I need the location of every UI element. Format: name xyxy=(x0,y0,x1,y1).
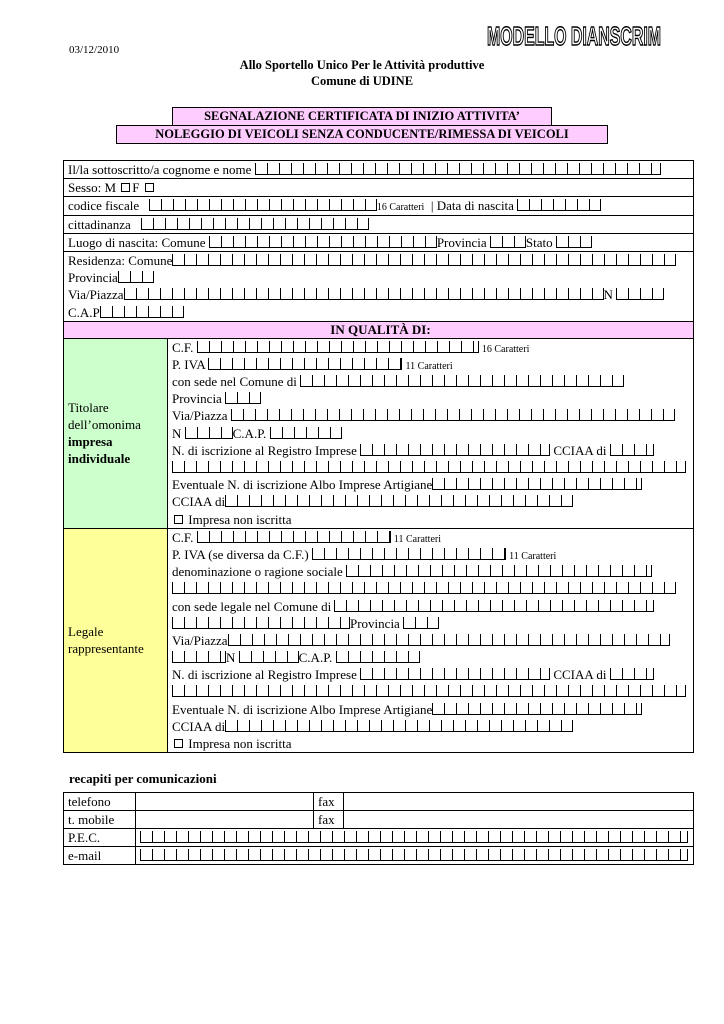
birth-date-input-boxes[interactable] xyxy=(517,199,601,211)
birth-province-label: Provincia xyxy=(436,234,487,250)
sp-province-label: Provincia xyxy=(172,391,222,407)
sp-piva-note: 11 Caratteri xyxy=(405,360,453,372)
lr-not-registered-label: Impresa non iscritta xyxy=(188,736,292,751)
residence-cap-label: C.A.P xyxy=(68,304,100,320)
lr-seat-continued-boxes[interactable] xyxy=(172,617,350,629)
lr-cap-label: C.A.P. xyxy=(298,650,333,666)
residence-label: Residenza: Comune xyxy=(68,252,173,268)
sole-proprietor-role-line-2: dell’omonima xyxy=(68,417,141,433)
sex-f-label: F xyxy=(132,180,140,196)
lr-number-input-boxes[interactable] xyxy=(239,651,299,663)
sp-cciaa-label: CCIAA di xyxy=(553,442,607,458)
sp-number-input-boxes[interactable] xyxy=(185,427,233,439)
lr-cf-note: 11 Caratteri xyxy=(393,533,441,545)
pec-label: P.E.C. xyxy=(64,829,136,847)
sp-artisan-label: Eventuale N. di iscrizione Albo Imprese Artigiane xyxy=(172,477,433,493)
lr-registry-input-boxes[interactable] xyxy=(360,668,550,680)
lr-artisan-label: Eventuale N. di iscrizione Albo Imprese Artigiane xyxy=(172,701,433,717)
document-date: 03/12/2010 xyxy=(69,44,120,56)
fiscal-code-input-boxes[interactable] xyxy=(149,199,377,211)
residence-province-input-boxes[interactable] xyxy=(118,271,154,283)
sp-not-registered-checkbox[interactable] xyxy=(174,515,183,524)
citizenship-label: cittadinanza xyxy=(68,216,131,232)
sp-cciaa2-label: CCIAA di xyxy=(172,494,226,510)
lr-denomination-label: denominazione o ragione sociale xyxy=(172,564,343,580)
sex-row xyxy=(64,179,694,197)
lr-street-continued-boxes[interactable] xyxy=(172,651,226,663)
legal-rep-role-line-1: Legale xyxy=(68,624,104,640)
sp-street-input-boxes[interactable] xyxy=(231,409,675,421)
legal-rep-role-cell xyxy=(64,528,168,752)
residence-cap-input-boxes[interactable] xyxy=(100,306,184,318)
birthplace-row xyxy=(64,233,694,251)
fax2-input[interactable] xyxy=(344,811,694,829)
email-input-boxes[interactable] xyxy=(140,849,688,861)
lr-number-label: N xyxy=(226,650,236,666)
form-title-line-2: NOLEGGIO DI VEICOLI SENZA CONDUCENTE/RIMESSA DI VEICOLI xyxy=(116,125,608,144)
sp-piva-input-boxes[interactable] xyxy=(208,358,402,370)
lr-piva-input-boxes[interactable] xyxy=(312,548,506,560)
phone-input[interactable] xyxy=(136,793,314,811)
sp-registry-input-boxes[interactable] xyxy=(360,444,550,456)
recipient-line-1: Allo Sportello Unico Per le Attività produttive xyxy=(239,58,485,72)
sp-cciaa2-input-boxes[interactable] xyxy=(225,495,573,507)
sp-cciaa-input-boxes[interactable] xyxy=(610,444,654,456)
sp-registry-label: N. di iscrizione al Registro Imprese xyxy=(172,442,357,458)
residence-row xyxy=(64,251,694,321)
name-input-boxes[interactable] xyxy=(255,163,661,175)
birth-province-input-boxes[interactable] xyxy=(490,236,526,248)
sp-street-label: Via/Piazza xyxy=(172,408,228,424)
residence-input-boxes[interactable] xyxy=(172,254,676,266)
phone-label: telefono xyxy=(64,793,136,811)
citizenship-row xyxy=(64,215,694,233)
residence-street-input-boxes[interactable] xyxy=(124,288,604,300)
lr-artisan-input-boxes[interactable] xyxy=(432,703,642,715)
sex-label: Sesso: M xyxy=(68,180,117,196)
model-stamp-text: MODELLO DIANSCRIM xyxy=(487,21,661,50)
lr-not-registered-checkbox[interactable] xyxy=(174,739,183,748)
sp-cf-input-boxes[interactable] xyxy=(197,341,479,353)
fiscal-code-label: codice fiscale xyxy=(68,198,140,214)
lr-cciaa2-input-boxes[interactable] xyxy=(225,720,573,732)
capacity-header: IN QUALITÀ DI: xyxy=(64,321,694,338)
residence-street-label: Via/Piazza xyxy=(68,287,124,303)
sp-cf-label: C.F. xyxy=(172,339,194,355)
contacts-table xyxy=(63,792,694,865)
sex-f-checkbox[interactable] xyxy=(145,183,154,192)
sp-cap-input-boxes[interactable] xyxy=(270,427,342,439)
lr-province-input-boxes[interactable] xyxy=(403,617,439,629)
lr-seat-label: con sede legale nel Comune di xyxy=(172,598,332,614)
declarant-form-table xyxy=(63,160,694,753)
lr-cf-input-boxes[interactable] xyxy=(197,531,391,543)
lr-piva-note: 11 Caratteri xyxy=(509,550,557,562)
sp-seat-input-boxes[interactable] xyxy=(300,375,624,387)
lr-cciaa-label: CCIAA di xyxy=(553,667,607,683)
fiscal-code-row: codice fiscale 16 Caratteri | Data di nascita xyxy=(64,197,694,215)
mobile-label: t. mobile xyxy=(64,811,136,829)
lr-piva-label: P. IVA (se diversa da C.F.) xyxy=(172,546,309,562)
fax2-label: fax xyxy=(314,811,344,829)
fax-label: fax xyxy=(314,793,344,811)
lr-cciaa2-label: CCIAA di xyxy=(172,718,226,734)
lr-denomination-continued-boxes[interactable] xyxy=(172,582,676,594)
birth-state-label: Stato xyxy=(525,234,553,250)
sp-province-input-boxes[interactable] xyxy=(225,392,261,404)
birth-date-label: Data di nascita xyxy=(436,198,514,214)
citizenship-input-boxes[interactable] xyxy=(141,218,369,230)
pec-cell xyxy=(136,829,694,847)
email-cell xyxy=(136,847,694,865)
sp-number-label: N xyxy=(172,425,182,441)
sp-artisan-input-boxes[interactable] xyxy=(432,478,642,490)
sp-seat-label: con sede nel Comune di xyxy=(172,374,297,390)
lr-seat-input-boxes[interactable] xyxy=(334,600,654,612)
mobile-input[interactable] xyxy=(136,811,314,829)
fiscal-code-note: 16 Caratteri xyxy=(376,202,425,214)
birthplace-label: Luogo di nascita: Comune xyxy=(68,234,206,250)
pec-input-boxes[interactable] xyxy=(140,831,688,843)
model-stamp xyxy=(486,20,662,50)
form-title-line-1: SEGNALAZIONE CERTIFICATA DI INIZIO ATTIVITA’ xyxy=(172,107,552,126)
lr-street-input-boxes[interactable] xyxy=(228,634,670,646)
lr-registry-label: N. di iscrizione al Registro Imprese xyxy=(172,667,357,683)
sp-cap-label: C.A.P. xyxy=(232,425,267,441)
lr-registry-continued-boxes[interactable] xyxy=(172,685,686,697)
lr-province-label: Provincia xyxy=(350,615,400,631)
lr-cap-input-boxes[interactable] xyxy=(336,651,420,663)
lr-denomination-input-boxes[interactable] xyxy=(346,565,652,577)
lr-cciaa-input-boxes[interactable] xyxy=(610,668,654,680)
contacts-title: recapiti per comunicazioni xyxy=(69,771,217,786)
sole-proprietor-role-line-3: impresa xyxy=(68,434,113,450)
lr-cf-label: C.F. xyxy=(172,529,194,545)
email-label: e-mail xyxy=(64,847,136,865)
sex-m-checkbox[interactable] xyxy=(121,183,130,192)
residence-province-label: Provincia xyxy=(68,270,118,286)
birth-state-input-boxes[interactable] xyxy=(556,236,592,248)
recipient-line-2: Comune di UDINE xyxy=(310,74,414,88)
sp-piva-label: P. IVA xyxy=(172,356,206,372)
sole-proprietor-role-line-4: individuale xyxy=(68,451,131,467)
name-row xyxy=(64,161,694,179)
sp-cf-note: 16 Caratteri xyxy=(481,343,530,355)
sp-registry-continued-boxes[interactable] xyxy=(172,461,686,473)
birthplace-input-boxes[interactable] xyxy=(209,236,437,248)
fax-input[interactable] xyxy=(344,793,694,811)
sole-proprietor-role-cell xyxy=(64,338,168,528)
sole-proprietor-fields xyxy=(168,338,694,528)
name-label: Il/la sottoscritto/a cognome e nome xyxy=(68,162,252,177)
residence-number-label: N xyxy=(603,287,613,303)
sole-proprietor-role-line-1: Titolare xyxy=(68,400,109,416)
residence-number-input-boxes[interactable] xyxy=(616,288,664,300)
lr-street-label: Via/Piazza xyxy=(172,632,228,648)
legal-rep-role-line-2: rappresentante xyxy=(68,641,144,657)
legal-rep-fields xyxy=(168,528,694,752)
sp-not-registered-label: Impresa non iscritta xyxy=(188,511,292,527)
